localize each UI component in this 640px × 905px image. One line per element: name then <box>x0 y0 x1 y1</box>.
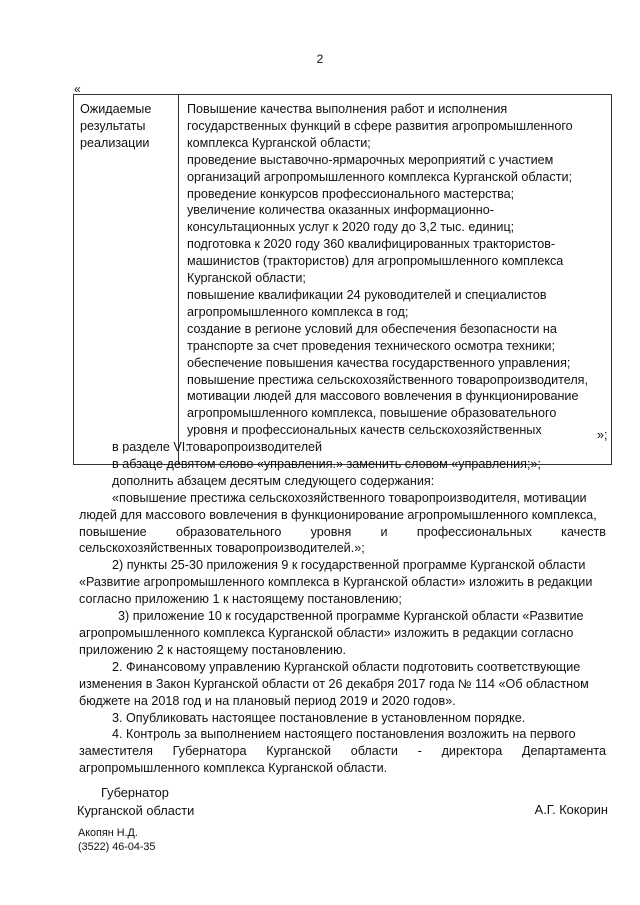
content-line: увеличение количества оказанных информационно- <box>187 203 494 218</box>
table-content-cell <box>179 95 612 465</box>
content-line: комплекса Курганской области; <box>187 135 371 150</box>
opening-quote: « <box>74 82 81 96</box>
text-line: согласно приложению 1 к настоящему постановлению; <box>79 592 402 607</box>
content-line: агропромышленного комплекса в год; <box>187 304 409 319</box>
content-line: мотивации людей для массового вовлечения в функционирование <box>187 389 579 404</box>
content-line: создание в регионе условий для обеспечения безопасности на <box>187 321 557 336</box>
contact-name: Акопян Н.Д. <box>78 827 138 839</box>
content-line: подготовка к 2020 году 360 квалифицированных трактористов- <box>187 237 556 252</box>
text-line: агропромышленного комплекса Курганской области» изложить в редакции согласно <box>79 625 574 640</box>
text-line: «повышение престижа сельскохозяйственного товаропроизводителя, мотивации <box>112 490 587 505</box>
document-body <box>79 439 606 777</box>
content-line: повышение престижа сельскохозяйственного товаропроизводителя, <box>187 372 588 387</box>
text-line: приложению 2 к настоящему постановлению. <box>79 642 347 657</box>
text-line: агропромышленного комплекса Курганской области. <box>79 761 388 776</box>
results-table <box>73 94 612 465</box>
text-line: «Развитие агропромышленного комплекса в Курганской области» изложить в редакции <box>79 575 593 590</box>
text-line: 2. Финансовому управлению Курганской области подготовить соответствующие <box>112 659 581 674</box>
paragraph-section-ref: в разделе VI: <box>112 440 189 454</box>
table-label-cell <box>74 95 179 465</box>
text-line: заместителя Губернатора Курганской области - директора Департамента <box>79 744 606 759</box>
paragraph-new-abzac <box>79 490 606 558</box>
closing-quote: »; <box>597 428 608 442</box>
content-line: машинистов (трактористов) для агропромышленного комплекса <box>187 254 564 269</box>
content-line: Повышение качества выполнения работ и исполнения <box>187 102 508 116</box>
text-line: 2) пункты 25-30 приложения 9 к государственной программе Курганской области <box>112 558 586 573</box>
content-line: повышение квалификации 24 руководителей и специалистов <box>187 287 547 302</box>
contact-phone: (3522) 46-04-35 <box>78 841 156 853</box>
paragraph-item-3 <box>79 608 606 659</box>
signature-name: А.Г. Кокорин <box>534 802 608 817</box>
text-line: бюджете на 2018 год и на плановый период 2019 и 2020 годов». <box>79 693 456 708</box>
table-row <box>74 95 612 465</box>
content-line: проведение конкурсов профессионального мастерства; <box>187 186 515 201</box>
paragraph-item-2 <box>79 557 606 608</box>
text-line: 3) приложение 10 к государственной программе Курганской области «Развитие <box>118 609 584 624</box>
label-line: результаты <box>80 118 146 133</box>
label-line: Ожидаемые <box>80 102 152 116</box>
content-line: проведение выставочно-ярмарочных мероприятий с участием <box>187 152 554 167</box>
text-line: 4. Контроль за выполнением настоящего постановления возложить на первого <box>112 727 576 742</box>
label-line: реализации <box>80 135 150 150</box>
text-line: изменения в Закон Курганской области от 26 декабря 2017 года № 114 «Об областном <box>79 676 589 691</box>
content-line: Курганской области; <box>187 271 306 286</box>
paragraph-replace-word: в абзаце девятом слово «управления.» заменить словом «управления;»; <box>112 456 541 471</box>
signature-title-line: Губернатор <box>101 785 169 800</box>
text-line: людей для массового вовлечения в функционирование агропромышленного комплекса, <box>79 507 597 522</box>
signature-title-line: Курганской области <box>77 803 195 818</box>
content-line: государственных функций в сфере развития агропромышленного <box>187 118 573 133</box>
content-line: транспорте за счет проведения технического осмотра техники; <box>187 338 555 353</box>
paragraph-control <box>79 726 606 777</box>
content-line: товаропроизводителей <box>187 440 323 455</box>
paragraph-publish: 3. Опубликовать настоящее постановление в установленном порядке. <box>112 710 526 725</box>
content-line: организаций агропромышленного комплекса Курганской области; <box>187 169 573 184</box>
content-line: уровня и профессиональных качеств сельскохозяйственных <box>187 423 542 438</box>
text-line: сельскохозяйственных товаропроизводителей.»; <box>79 541 365 556</box>
contact-block <box>78 826 155 854</box>
signature-title <box>77 784 194 820</box>
page-number: 2 <box>316 52 324 66</box>
paragraph-add-abzac: дополнить абзацем десятым следующего содержания: <box>112 473 435 488</box>
content-line: агропромышленного комплекса, повышение образовательного <box>187 406 557 421</box>
text-line: повышение образовательного уровня и профессиональных качеств <box>79 524 606 539</box>
content-line: обеспечение повышения качества государственного управления; <box>187 355 571 370</box>
content-line: консультационных услуг к 2020 году до 3,2 тыс. единиц; <box>187 220 515 235</box>
paragraph-finance <box>79 659 606 710</box>
